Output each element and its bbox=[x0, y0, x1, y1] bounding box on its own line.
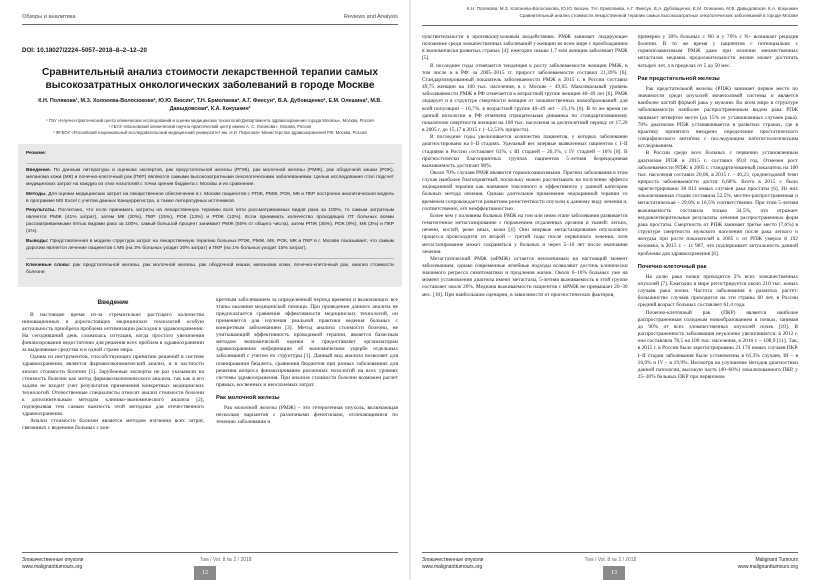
keywords bbox=[26, 263, 394, 277]
body-paragraph: В последние годы увеличивается количество пациентов, у которых заболевание диагностировано на I–II стадиях. Удельный вес впервые выявленных пациентов с I–II стадиями в России составляет 63%, с III стадией – 26,1%, с IV стадией – 10% [8]. В прогностически благоприятных группах пациентов 5-летняя безрецидивная выживаемость достигает 98%. bbox=[422, 134, 628, 169]
right-column-2 bbox=[638, 34, 798, 381]
journal-name: Злокачественные опухоли bbox=[22, 557, 84, 564]
abstract-results-text: Посчитано, что если принимать затраты на лекарственную терапию всех пяти рассматриваемых видов рака за 100%, то самым затратным является РМЖ (41% затрат), затем МК (20%), ПКР (15%), РОК (13%) и РПЖ (12%). Если принимать количество проходящих ЛТ больных всеми рассматриваемыми пятью видами рака за 100%, самый большой процент занимает РМЖ (50% от общего числа), затем РПЖ (36%), РОК (9%), МК (3%) и ПКР (1%). bbox=[26, 208, 394, 235]
body-paragraph: Рак молочной железы (РМЖ) – это гетерогенная опухоль, включающая несколько вариантов с различными фенотипами, отличающимися по течению заболевания и bbox=[216, 405, 398, 426]
keywords-label: Ключевые слова: bbox=[26, 262, 71, 268]
affiliation-3: ³ ФГБОУ «Российский национальный исследовательский медицинский университет им. Н.И. Пирогова» Министерства здравоохранения РФ, Москва, Россия bbox=[53, 130, 367, 135]
abstract-results bbox=[26, 208, 394, 236]
right-running-header bbox=[422, 0, 798, 26]
body-paragraph: Рак предстательной железы (РПЖ) занимает первое место по значимости среди опухолей мочеполовой системы и является наиболее частой формой рака у мужчин. Во всем мире в структуре заболеваемости наиболее распространенным видом рака РПЖ занимает четвертое место (до 15% от установленных случаев рака). 70% диагнозов РПЖ устанавливается в развитых странах, где в практику принятого внедрено определение простатического специфического антигена с последующим патогистологическим исследованием. bbox=[637, 85, 798, 150]
summary-heading: Резюме: bbox=[26, 151, 47, 156]
left-running-header bbox=[22, 0, 398, 25]
body-paragraph: В России среди всех больных с первично установленным диагнозом РПЖ в 2015 г. составил 69,8 год. Отмечен рост заболеваемости РПЖ: в 2005 г. стандартизованный показатель на 100 тыс. населения составил 20,06, в 2015 г. – 40,23, среднегодовой темп прироста заболеваемости достиг 6,68%. Всего в 2015 г. было зарегистрировано 38 812 новых случаев рака простаты [6]. Из них локализованная стадия составила 52,5%, местно-распространенная и метастатическая – 29,0% и 16,5% соответственно. При этом 5-летняя выживаемость составила только 34,5%, что отражает неудовлетворительные результаты лечения распространенных форм рака простаты. Смертность от РПЖ занимает третье место (7,6%) в структуре смертности мужского населения после рака легкого и желудка при росте показателей в 2005 г. от РПЖ умерло 8 192 человека, в 2015 г. – 11 987, что подчеркивает актуальность данной проблемы для здравоохранения [6]. bbox=[637, 150, 798, 257]
abstract-methods-label: Методы. bbox=[26, 191, 47, 197]
journal-name: Злокачественные опухоли bbox=[422, 557, 484, 564]
page-number: 12 bbox=[194, 566, 216, 580]
article-title: Сравнительный анализ стоимости лекарственной терапии самых высокозатратных онкологических заболеваний в городе Москве bbox=[41, 67, 379, 91]
body-paragraph: Около 70% случаев РМЖ являются гормонозависимыми. Прогноз заболевания в этом случае наиболее благоприятный, поскольку можно рассчитывать на получение эффекта эндокринной терапии как наименее токсичного и эффективного у данной категории больных метода лечения. Однако длительное применение эндокринной терапии со временем сопровождается развитием резистентности опухоли к данному виду лечения и, соответственно, его неэффективностью. bbox=[422, 169, 628, 212]
breast-cancer-heading: Рак молочной железы bbox=[216, 394, 280, 401]
left-column-1 bbox=[22, 297, 204, 433]
body-paragraph: примерно у 30% больных с N0 и у 70% с N+ возникает рецидив болезни. В то же время у пациентов с потенциально с гормонозависимым РМЖ даже при наличии множественных метастазов медиана продолжительности жизни может достигать четырех лет, а в пределах от 5 до 50 мес. bbox=[637, 34, 798, 69]
section-label-en: Reviews and Analysis bbox=[343, 14, 398, 20]
right-page bbox=[410, 0, 820, 580]
prostate-cancer-heading: Рак предстательной железы bbox=[637, 75, 720, 82]
doi[interactable]: DOI: 10.18027/2224–5057–2018–8–2–12–20 bbox=[22, 47, 147, 54]
journal-url[interactable]: www.malignanttumours.org bbox=[422, 563, 483, 570]
author-list: К.Н. Полякова¹, М.З. Холоеева-Волосюкова², Ю.Ю. Бюсин², Т.Н. Ермолаева², А.Г. Фиесун², В.А. Дубовщенко², Е.М. Олешина², М.В. Давыдовская², К.А. Кокушкин² bbox=[38, 98, 382, 112]
abstract-results-label: Результаты. bbox=[26, 208, 56, 214]
body-paragraph: кретным заболеванием за определенный период времени и включающих все этапы оказания медицинской помощи. При проведении данного анализа не предполагается сравнение эффективности медицинских технологий, он применяется для изучения реальной практики ведения больных с конкретным заболеванием [3]. Метод анализа стоимости болезни, не учитывающий эффективность проводимой терапии, является базисным методом экономической оценки и предоставляет организаторам здравоохранения информацию об экономическом ущербе отдельных заболеваний с учетом их структуры [1]. Данный вид анализа позволяет для планирования бюджета, сравнения бюджетов при разных заболеваниях для решения вопроса финансирования различных нозологий на всех уровнях системы здравоохранения. При анализе стоимости болезни возможен расчет прямых, косвенных и неосязаемых затрат. bbox=[216, 296, 398, 388]
affiliation-1: ¹ ГБУ «Научно-практический центр клинических исследований и оценки медицинских технологий Департамента здравоохранения города Москвы», Москва, Россия bbox=[46, 118, 374, 123]
header-title: Сравнительный анализ стоимости лекарственной терапии самых высокозатратных онкологических заболеваний в городе Москве bbox=[519, 13, 798, 18]
body-paragraph: Анализ стоимости болезни является методом изучения всех затрат, связанных с ведением больных с кон- bbox=[22, 418, 204, 432]
volume-info: Том / Vol. 8 № 2 / 2018 bbox=[199, 557, 252, 564]
left-body-columns bbox=[22, 297, 398, 433]
page-number: 13 bbox=[603, 566, 625, 580]
body-paragraph: В настоящее время из-за стремительно растущего количества инновационных и дорогостоящих медицинских технологий особую актуальность приобрела проблема оптимизации расходов в здравоохранении. На сегодняшний день сложилась ситуация, когда простого увеличения финансирования недостаточно для решения всех проблем в здравоохранении за выделяемые средства и в одной стране мира. bbox=[22, 311, 204, 354]
affiliation-2: ² ГБУЗ «Московский клинический научно-практический центр имени А. С. Логинова», Москва, Россия bbox=[108, 124, 312, 129]
right-body-columns bbox=[422, 34, 798, 381]
section-label: Обзоры и аналитика bbox=[22, 14, 76, 20]
abstract-methods bbox=[26, 192, 394, 206]
body-paragraph: В последние годы отмечается тенденция к росту заболеваемости женщин РМЖ, в том числе и в РФ: за 2005–2015 гг. прирост заболеваемости составил 21,39% [6]. Стандартизированный показатель заболеваемости РМЖ в 2015 г. в России составил 49,75 женщин на 100 тыс. населения, в г. Москве – 49,65. Максимальный уровень заболеваемости РМЖ в РФ отмечается в возрастной группе женщин 40–49 лет [6]. РМЖ лидирует и в структуре смертности женщин от злокачественных новообразований: для всей популяции – 16,7%, в возрастной группе 40–49 лет – 23,1% [6]. В то же время по данной нозологии в РФ отмечена отрицательная динамика по стандартизованному показателю смертности женщин на 100 тыс. населения за десятилетний период: от 17,26 в 2005 г. до 15,17 в 2015 г. (–12,53% прироста). bbox=[422, 62, 628, 134]
abstract-introduction bbox=[26, 168, 394, 189]
abstract-divider bbox=[26, 258, 394, 259]
abstract-divider bbox=[26, 163, 394, 164]
body-paragraph: чувствительности к противоопухолевым воздействиям. РМЖ занимает лидирующее положение среди злокачественных заболеваний у женщин во всем мире с преобладанием в экономически развитых странах [4]: ежегодно свыше 1,7 млн женщин заболевает РМЖ [5]. bbox=[422, 34, 628, 62]
body-paragraph: На долю рака почки приходится 2% всех злокачественных опухолей [7]. Ежегодно в мире регистрируется около 210 тыс. новых случаев рака почки. Частота заболевания в развитых растет: большинство случаев приходится на эти страны 60 лет, в России средний возраст больных составляет 61,4 года. bbox=[637, 273, 798, 309]
abstract-intro-text: По данным литературы и оценкам экспертов, рак предстательной железы (РПЖ), рак молочной железы (РМЖ), рак ободочной кишки (РОК), меланома кожи (МК) и почечно-клеточный рак (ПКР) являются самыми высокозатратными онкологическими заболеваниями. Целью исследования стал подсчет медицинских затрат на каждую из этих нозологий с точки зрения бюджета г. Москвы и их сравнение. bbox=[26, 167, 394, 187]
volume-info: Том / Vol. 8 № 2 / 2018 bbox=[584, 557, 637, 564]
affiliations bbox=[32, 118, 388, 136]
abstract-concl-text: Представленная в модели структура затрат на лекарственную терапию больных РПЖ, РМЖ, МК, РОК, МК и ПКР в г. Москве показывает, что самым дорогим является лечение пациентов с МК (на 3% больных уходит 20% затрат) и ПКР (на 1% больных уходит 15% затрат). bbox=[26, 239, 395, 251]
journal-url[interactable]: www.malignanttumours.org bbox=[22, 563, 83, 570]
abstract-box bbox=[18, 144, 402, 287]
renal-cell-cancer-heading: Почечно-клеточный рак bbox=[637, 263, 707, 270]
body-paragraph: Почечно-клеточный рак (ПКР) является наиболее распространенным солидным новообразованием в почках, занимая до 90% от всех злокачественных опухолей почек [10]. В распространенность заболевания неуклонно увеличивается: в 2012 г. она составляла 78,5 на 100 тыс. населения, в 2016 г. – 108,9 [11]. Так, в 2015 г. в России было зарегистрировано 21 170 новых случаев ПКР. I–II стадии заболевания были установлены в 61,3% случаев, III – в 16,9% и IV – в 19,9%. Несмотря на улучшение методов диагностики данной патологии, высокую часть (40–60%) локализованного ПКР, у 25–30% больных ПКР при первичном bbox=[637, 309, 798, 381]
header-authors: К.Н. Полякова, М.З. Холоеева-Волосюкова, Ю.Ю. Бюсин, Т.Н. Ермолаева, А.Г. Фиесун, В.А. Дубовщенко, Е.М. Олешина, М.В. Давыдовская, К.А. Кокушкин bbox=[466, 6, 798, 11]
body-paragraph: Более чем у половины больных РМЖ на том или ином этапе заболевания развивается гематогенное метастазирование с поражением отдаленных органов и тканей: легких, печени, костей, реже иных, кожи [4]. Они впервые метастазирования опухолевого процесса происходятся из второй – третий годы после первичного лечения, хотя метастазирование может сохраняться у больных и через 5–10 лет после окончания лечения. bbox=[422, 212, 628, 255]
abstract-intro-label: Введение. bbox=[26, 167, 52, 173]
keywords-text: рак предстательной железы, рак молочной железы, рак ободочной кишки, меланома кожи, почечно-клеточный рак, анализ стоимости болезни bbox=[26, 262, 394, 275]
body-paragraph: Метастатический РМЖ (мРМЖ) остается неизлечимым на настоящий момент заболеванием, однако современные лечебные подходы позволяют достичь клинически значимого регресса симптоматики и продления жизни. Около 6–10% больных уже на момент установления диагноза имеют метастазы, 5-летняя выживаемость в этой группе составляет около 20%. Медиана выживаемости пациентов с мРМЖ не превышает 20–30 мес. [10]. При наибольшим сценарии, в зависимости от прогностических факторов, bbox=[422, 255, 628, 298]
journal-url[interactable]: www.malignanttumours.org bbox=[737, 563, 798, 570]
abstract-methods-text: Для оценки медицинских затрат на лекарственное обеспечение в г. Москве пациентов с РПЖ, РМЖ, РОК, МК и ПКР построена аналитическая модель в программе MS Excel с учетом данных Канцеррегистра, а также литературных источников. bbox=[26, 191, 395, 204]
body-paragraph: Одним из инструментов, способствующих принятию решений в системе здравоохранения, является фармакоэкономический анализ, и в частности анализ стоимости болезни [1]. Зарубежные эксперты не раз указывали на стоимость болезни как метод фармакоэкономического анализа, так как в его задачи не входит учет результатов применения конкретных медицинских технологий. Отечественные специалисты относят анализ стоимости болезни к дополнительным методам клинико-экономического анализа [2], подчеркивая тем самым важность этой методики для отечественного здравоохранения. bbox=[22, 354, 204, 418]
abstract-concl-label: Выводы: bbox=[26, 239, 49, 245]
abstract-conclusions bbox=[26, 239, 394, 253]
right-column-1 bbox=[422, 34, 628, 381]
introduction-heading: Введение bbox=[97, 298, 129, 306]
journal-name-en: Malignant Tumours bbox=[755, 557, 798, 564]
left-column-2 bbox=[216, 297, 398, 433]
